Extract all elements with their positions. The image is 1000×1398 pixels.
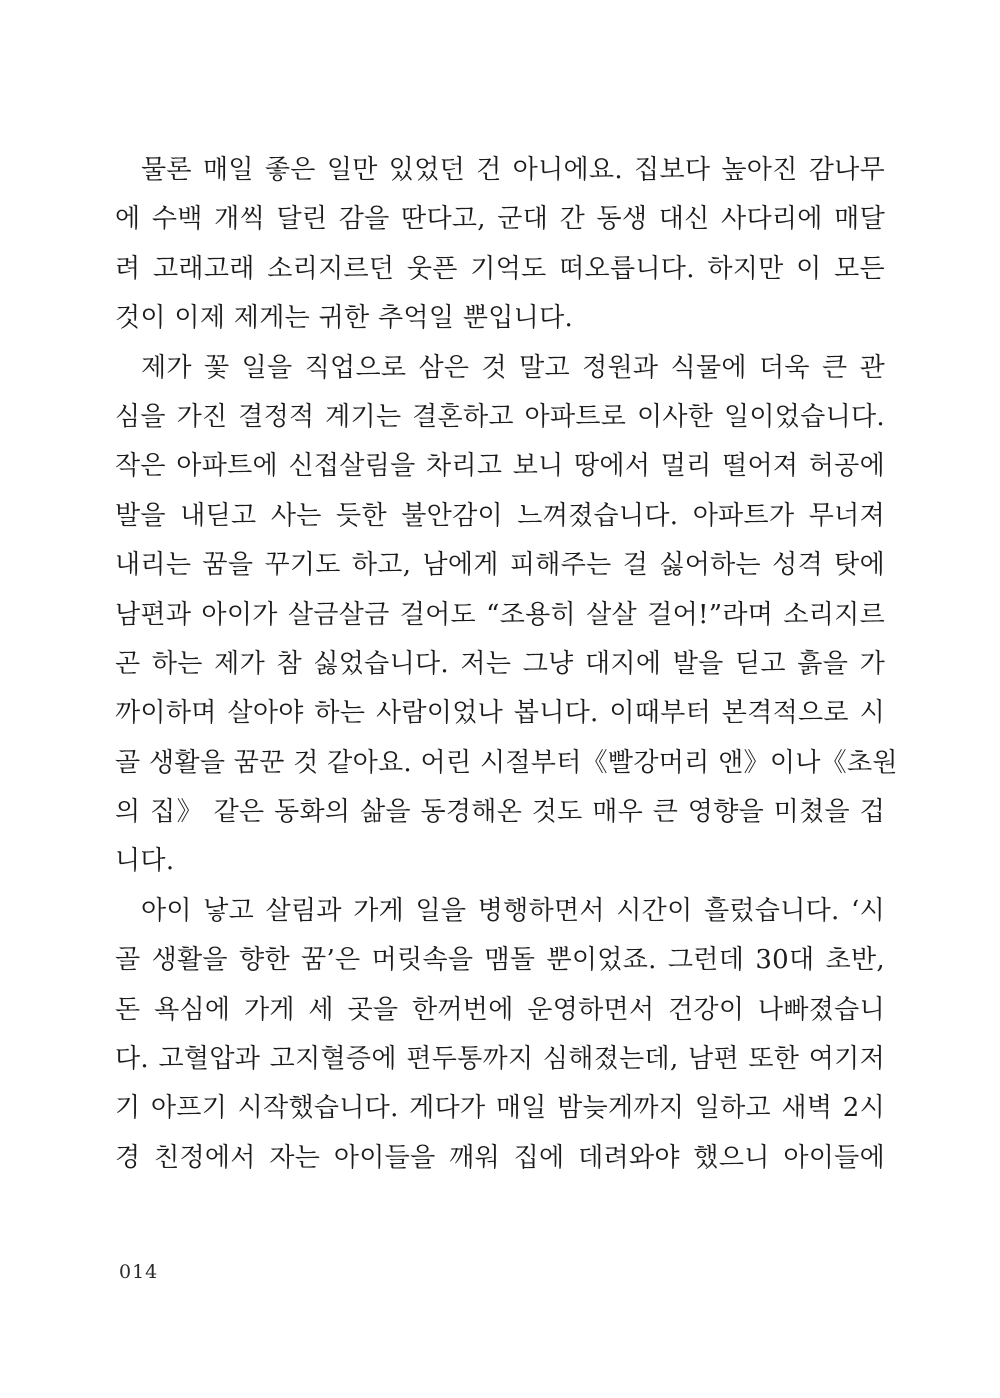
text-line: 까이하며 살아야 하는 사람이었나 봅니다. 이때부터 본격적으로 시 [115, 698, 885, 729]
page-number: 014 [119, 1261, 159, 1283]
text-line: 심을 가진 결정적 계기는 결혼하고 아파트로 이사한 일이었습니다. [115, 401, 885, 432]
text-line: 골 생활을 꿈꾼 것 같아요. 어린 시절부터《빨강머리 앤》이나《초원 [115, 747, 898, 778]
text-line: 려 고래고래 소리지르던 웃픈 기억도 떠오릅니다. 하지만 이 모든 [115, 253, 885, 284]
text-line: 돈 욕심에 가게 세 곳을 한꺼번에 운영하면서 건강이 나빠졌습니 [115, 994, 885, 1025]
text-line: 작은 아파트에 신접살림을 차리고 보니 땅에서 멀리 떨어져 허공에 [115, 451, 885, 482]
text-line: 것이 이제 제게는 귀한 추억일 뿐입니다. [115, 303, 574, 334]
text-line: 에 수백 개씩 달린 감을 딴다고, 군대 간 동생 대신 사다리에 매달 [115, 204, 885, 235]
text-line: 의 집》 같은 동화의 삶을 동경해온 것도 매우 큰 영향을 미쳤을 겁 [115, 797, 885, 828]
text-line: 아이 낳고 살림과 가게 일을 병행하면서 시간이 흘렀습니다. ‘시 [141, 895, 885, 926]
text-line: 니다. [115, 846, 175, 877]
text-line: 곤 하는 제가 참 싫었습니다. 저는 그냥 대지에 발을 딛고 흙을 가 [115, 648, 885, 679]
text-line: 제가 꽃 일을 직업으로 삼은 것 말고 정원과 식물에 더욱 큰 관 [141, 352, 885, 383]
text-line: 골 생활을 향한 꿈’은 머릿속을 맴돌 뿐이었죠. 그런데 30대 초반, [115, 945, 885, 976]
text-line: 기 아프기 시작했습니다. 게다가 매일 밤늦게까지 일하고 새벽 2시 [115, 1093, 885, 1124]
text-line: 경 친정에서 자는 아이들을 깨워 집에 데려와야 했으니 아이들에 [115, 1142, 885, 1173]
text-line: 발을 내딛고 사는 듯한 불안감이 느껴졌습니다. 아파트가 무너져 [115, 500, 885, 531]
text-line: 남편과 아이가 살금살금 걸어도 “조용히 살살 걸어!”라며 소리지르 [115, 599, 885, 630]
text-line: 내리는 꿈을 꾸기도 하고, 남에게 피해주는 걸 싫어하는 성격 탓에 [115, 550, 885, 581]
text-line: 물론 매일 좋은 일만 있었던 건 아니에요. 집보다 높아진 감나무 [141, 155, 885, 185]
body-text [115, 146, 898, 1183]
text-line: 다. 고혈압과 고지혈증에 편두통까지 심해졌는데, 남편 또한 여기저 [115, 1044, 885, 1075]
